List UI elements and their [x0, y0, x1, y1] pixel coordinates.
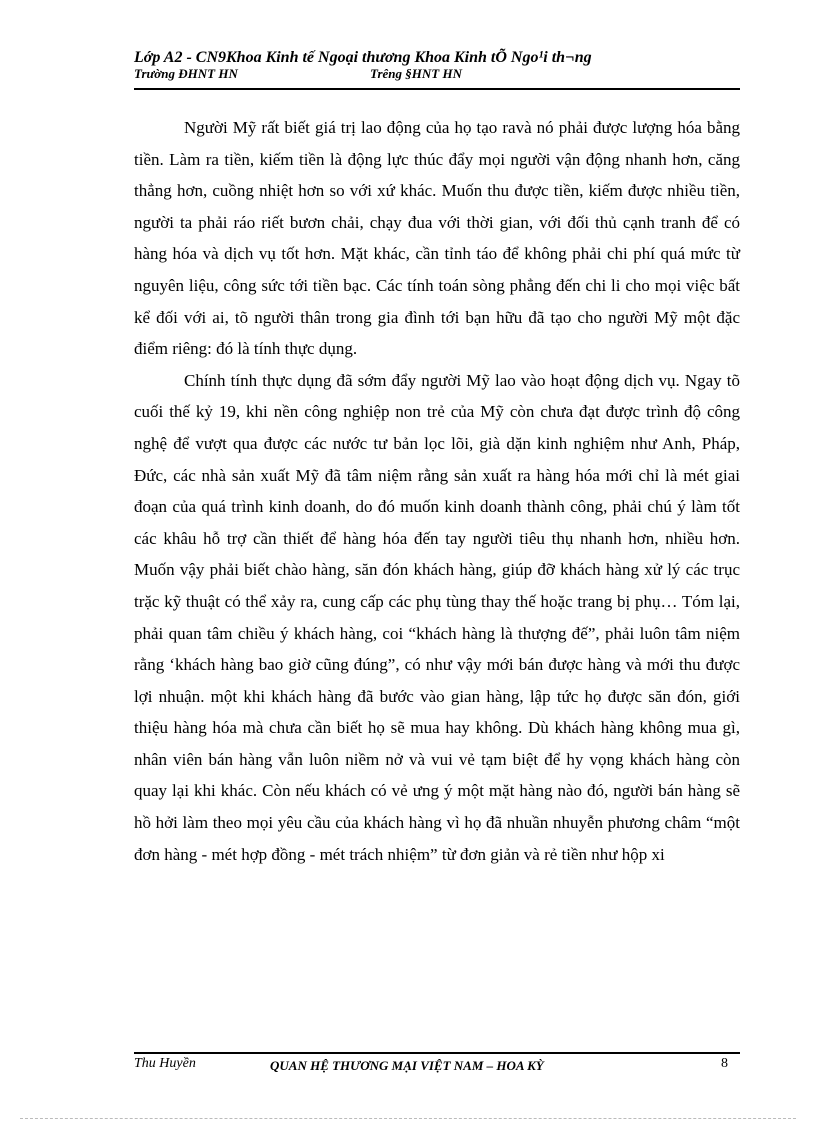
footer-author: Thu Huyền — [134, 1056, 196, 1071]
paragraph-1: Người Mỹ rất biết giá trị lao động của họ tạo ravà nó phải được lượng hóa bằng tiền. Làm ra tiền, kiếm tiền là động lực thúc đẩy mọi người vận động nhanh hơn, căng thẳng hơn, cuồng nhiệt hơn so với xứ khác. Muốn thu được tiền, kiếm được nhiều tiền, người ta phải ráo riết bươn chải, chạy đua với thời gian, với đối thủ cạnh tranh để có hàng hóa và dịch vụ tốt hơn. Mặt khác, cần tỉnh táo để không phải chi phí quá mức từ nguyên liệu, công sức tới tiền bạc. Các tính toán sòng phẳng đến chi li cho mọi việc bất kể đối với ai, tõ người thân trong gia đình tới bạn hữu đã tạo cho người Mỹ một đặc điểm riêng: đó là tính thực dụng. — [134, 118, 740, 359]
page-header — [134, 50, 740, 83]
page-number: 8 — [721, 1056, 728, 1071]
paragraph-2: Chính tính thực dụng đã sớm đẩy người Mỹ lao vào hoạt động dịch vụ. Ngay tõ cuối thế kỷ 19, khi nền công nghiệp non trẻ của Mỹ còn chưa đạt được trình độ công nghệ để vượt qua được các nước tư bản lọc lõi, già dặn kinh nghiệm như Anh, Pháp, Đức, các nhà sản xuất Mỹ đã tâm niệm rằng sản xuất ra hàng hóa mới chỉ là mét giai đoạn của quá trình kinh doanh, do đó muốn kinh doanh thành công, phải chú ý làm tốt các khâu hỗ trợ cần thiết để hàng hóa đến tay người tiêu thụ nhanh hơn, nhiều hơn. Muốn vậy phải biết chào hàng, săn đón khách hàng, giúp đỡ khách hàng xử lý các trục trặc kỹ thuật có thể xảy ra, cung cấp các phụ tùng thay thế hoặc trang bị phụ… Tóm lại, phải quan tâm chiều ý khách hàng, coi “khách hàng là thượng đế”, phải luôn tâm niệm rằng ‘khách hàng bao giờ cũng đúng”, có như vậy mới bán được hàng và mới thu được lợi nhuận. một khi khách hàng đã bước vào gian hàng, lập tức họ được săn đón, giới thiệu hàng hóa mà chưa cần biết họ sẽ mua hay không. Dù khách hàng không mua gì, nhân viên bán hàng vẫn luôn niềm nở và vui vẻ tạm biệt để hy vọng khách hàng còn quay lại khi khác. Còn nếu khách có vẻ ưng ý một mặt hàng nào đó, người bán hàng sẽ hồ hởi làm theo mọi yêu cầu của khách hàng vì họ đã nhuần nhuyễn phương châm “một đơn hàng - mét hợp đồng - mét trách nhiệm” từ đơn giản và rẻ tiền như hộp xi — [134, 370, 740, 864]
document-body — [134, 112, 740, 870]
page-bottom-divider — [20, 1118, 796, 1119]
footer-title: QUAN HỆ THƯƠNG MẠI VIỆT NAM – HOA KỲ — [270, 1058, 544, 1073]
header-school-right: Trêng §HNT HN — [370, 65, 462, 81]
footer-divider — [134, 1052, 740, 1054]
header-school-left: Trường ĐHNT HN — [134, 65, 238, 81]
page-footer — [134, 1056, 740, 1076]
header-divider — [134, 88, 740, 90]
header-title: Lớp A2 - CN9Khoa Kinh tế Ngoại thương Khoa Kinh tÕ Ngo¹i th¬ng — [134, 49, 592, 66]
header-subtitle — [134, 67, 740, 83]
